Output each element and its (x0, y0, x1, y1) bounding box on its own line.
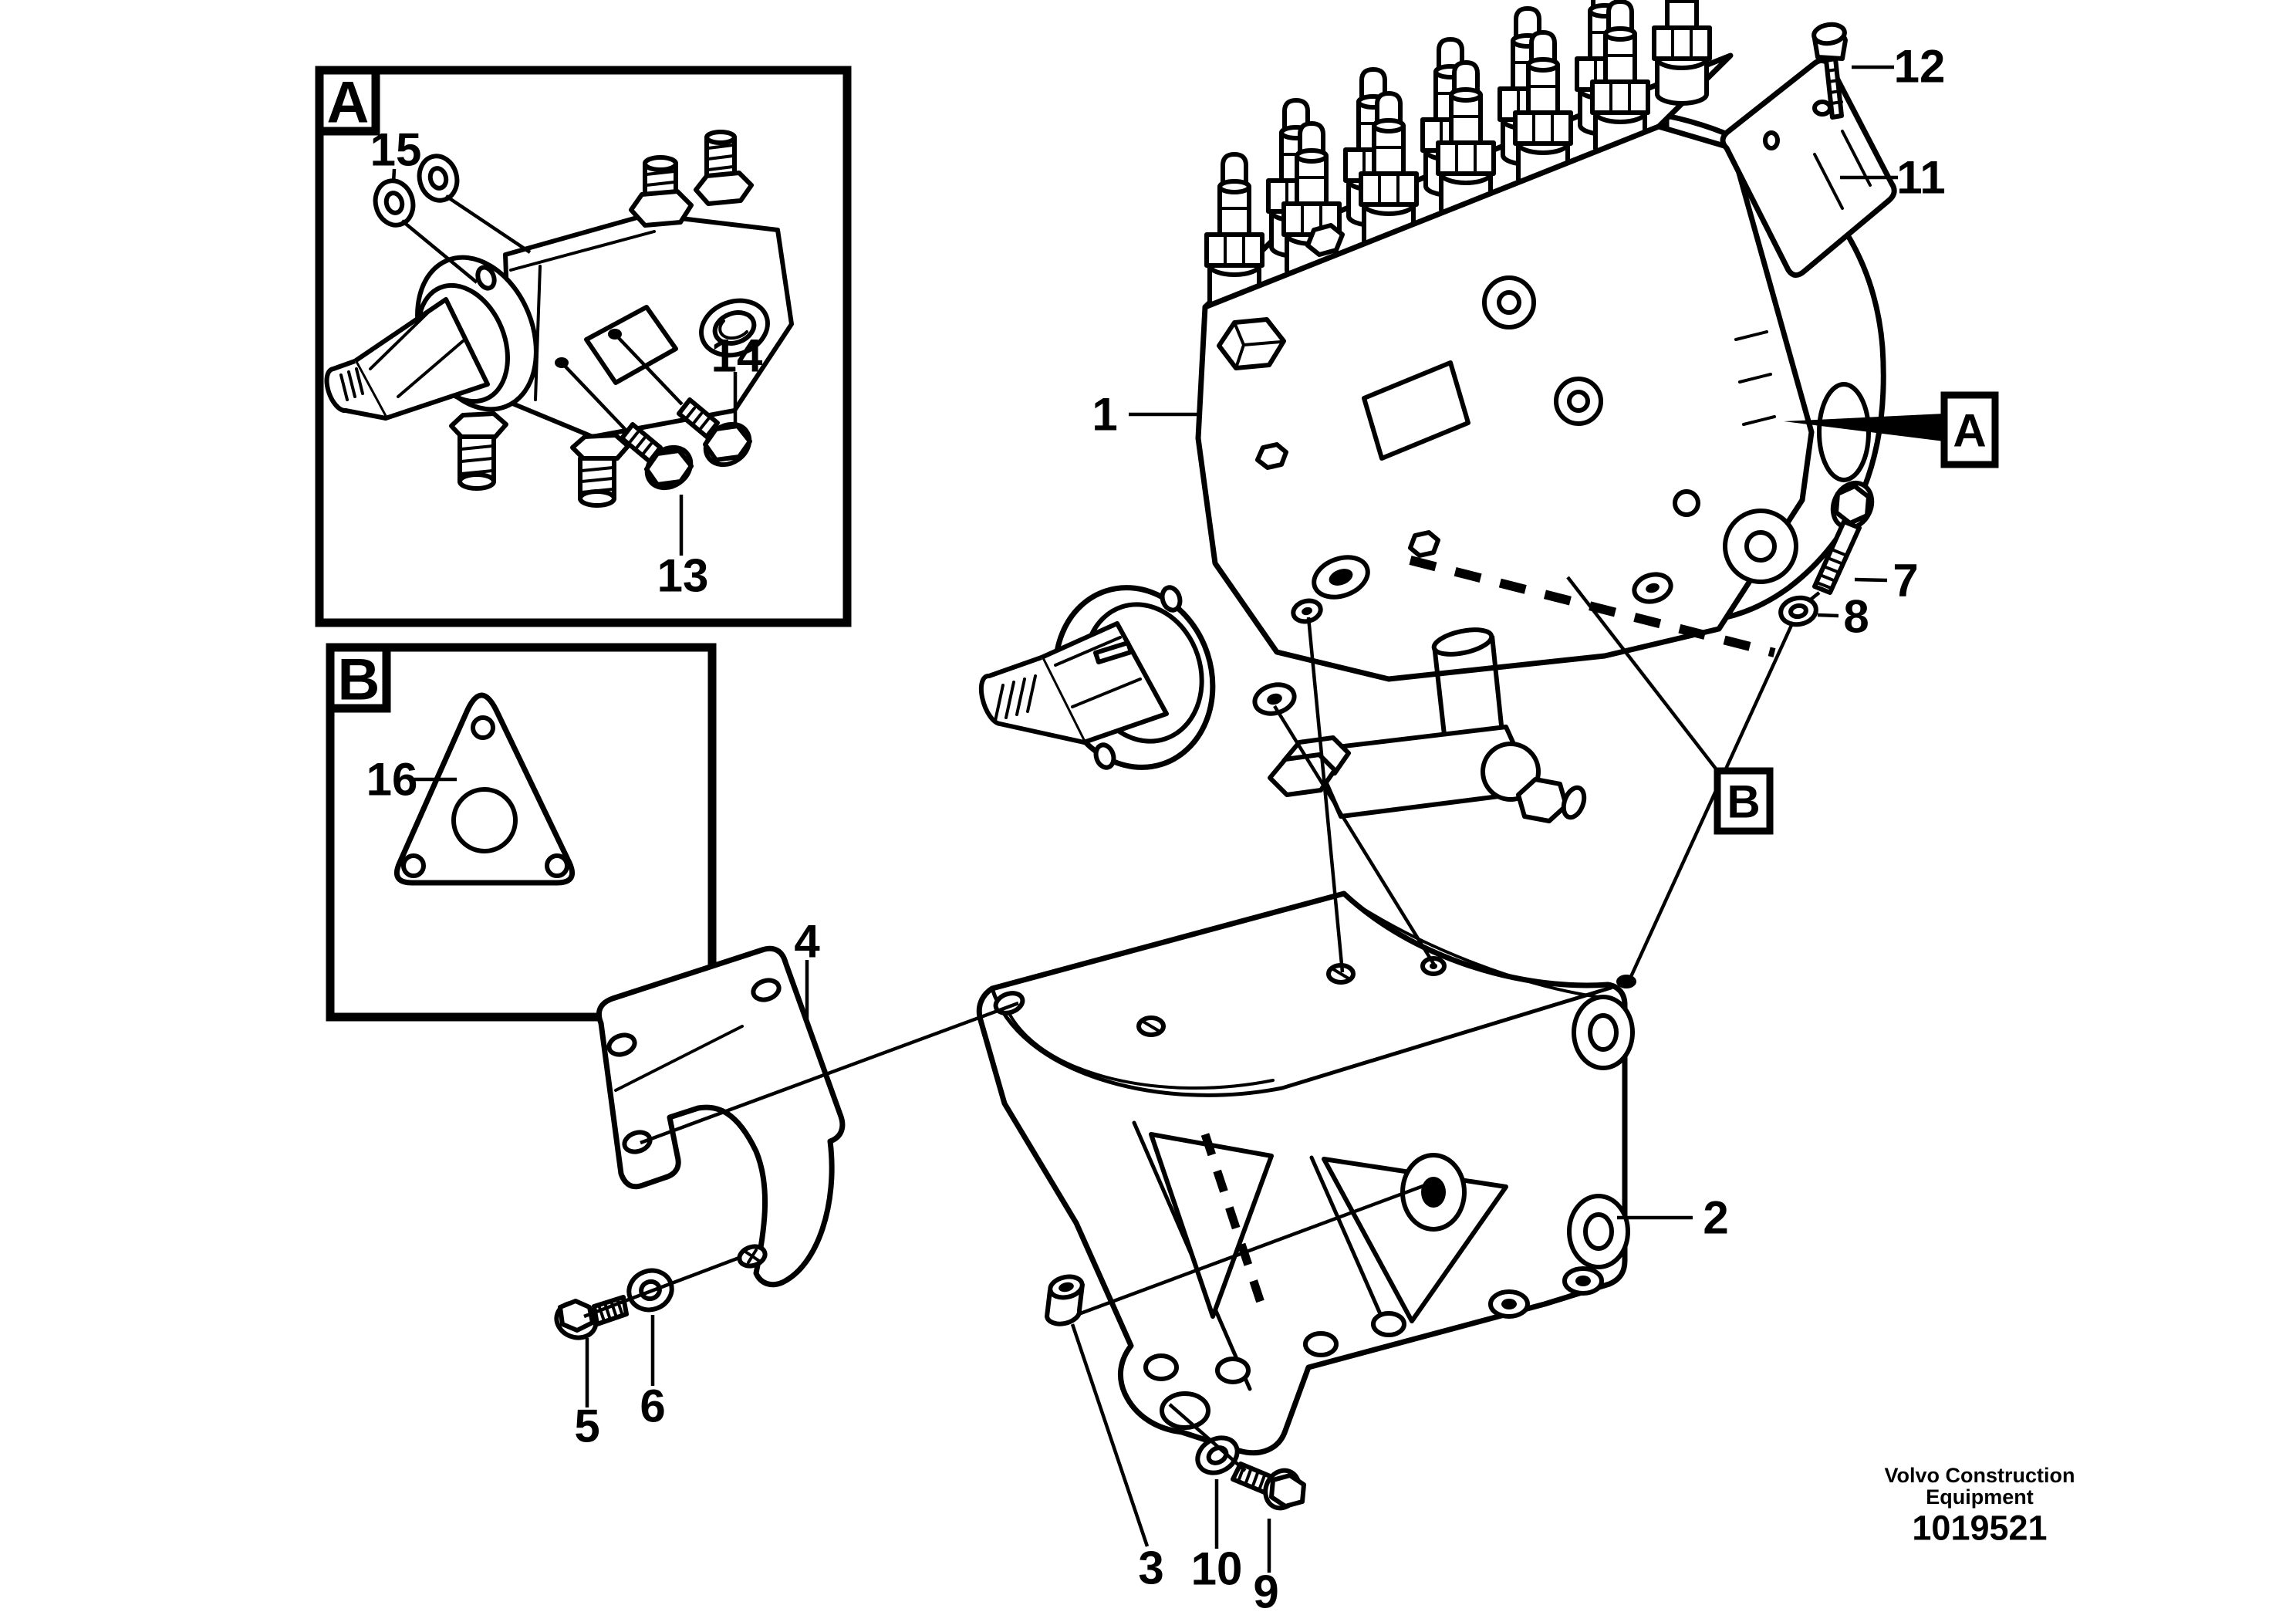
callout-15: 15 (370, 123, 422, 176)
callout-1: 1 (1092, 388, 1118, 441)
callout-5: 5 (574, 1400, 600, 1452)
footer (1885, 1464, 2075, 1548)
callout-9: 9 (1253, 1566, 1279, 1618)
ref-a-label: A (1953, 404, 1987, 457)
ref-b-label: B (1727, 776, 1761, 828)
callout-12: 12 (1893, 40, 1946, 93)
detail-a-label: A (326, 69, 370, 136)
gasket-16-drawing (397, 695, 572, 883)
callout-10: 10 (1190, 1543, 1243, 1595)
detail-view-a (319, 70, 847, 623)
callout-11: 11 (1896, 151, 1946, 204)
bracket-drawing (979, 894, 1636, 1453)
callout-13: 13 (657, 549, 709, 602)
spacer-3 (1047, 1274, 1084, 1324)
footer-brand-line1: Volvo Construction (1884, 1464, 2075, 1487)
callout-4: 4 (794, 915, 820, 968)
callout-6: 6 (640, 1380, 666, 1432)
detail-view-b (330, 647, 712, 1018)
drive-shaft-flange (981, 567, 1236, 788)
footer-figure-number: 1019521 (1912, 1508, 2048, 1548)
washer-8 (1778, 595, 1818, 627)
callout-14: 14 (711, 329, 763, 382)
detail-b-label: B (337, 647, 380, 713)
callout-3: 3 (1138, 1542, 1164, 1594)
callout-7: 7 (1893, 554, 1919, 607)
callout-8: 8 (1843, 590, 1869, 643)
callout-16: 16 (366, 753, 418, 806)
callout-2: 2 (1703, 1191, 1729, 1244)
footer-brand-line2: Equipment (1926, 1485, 2034, 1509)
